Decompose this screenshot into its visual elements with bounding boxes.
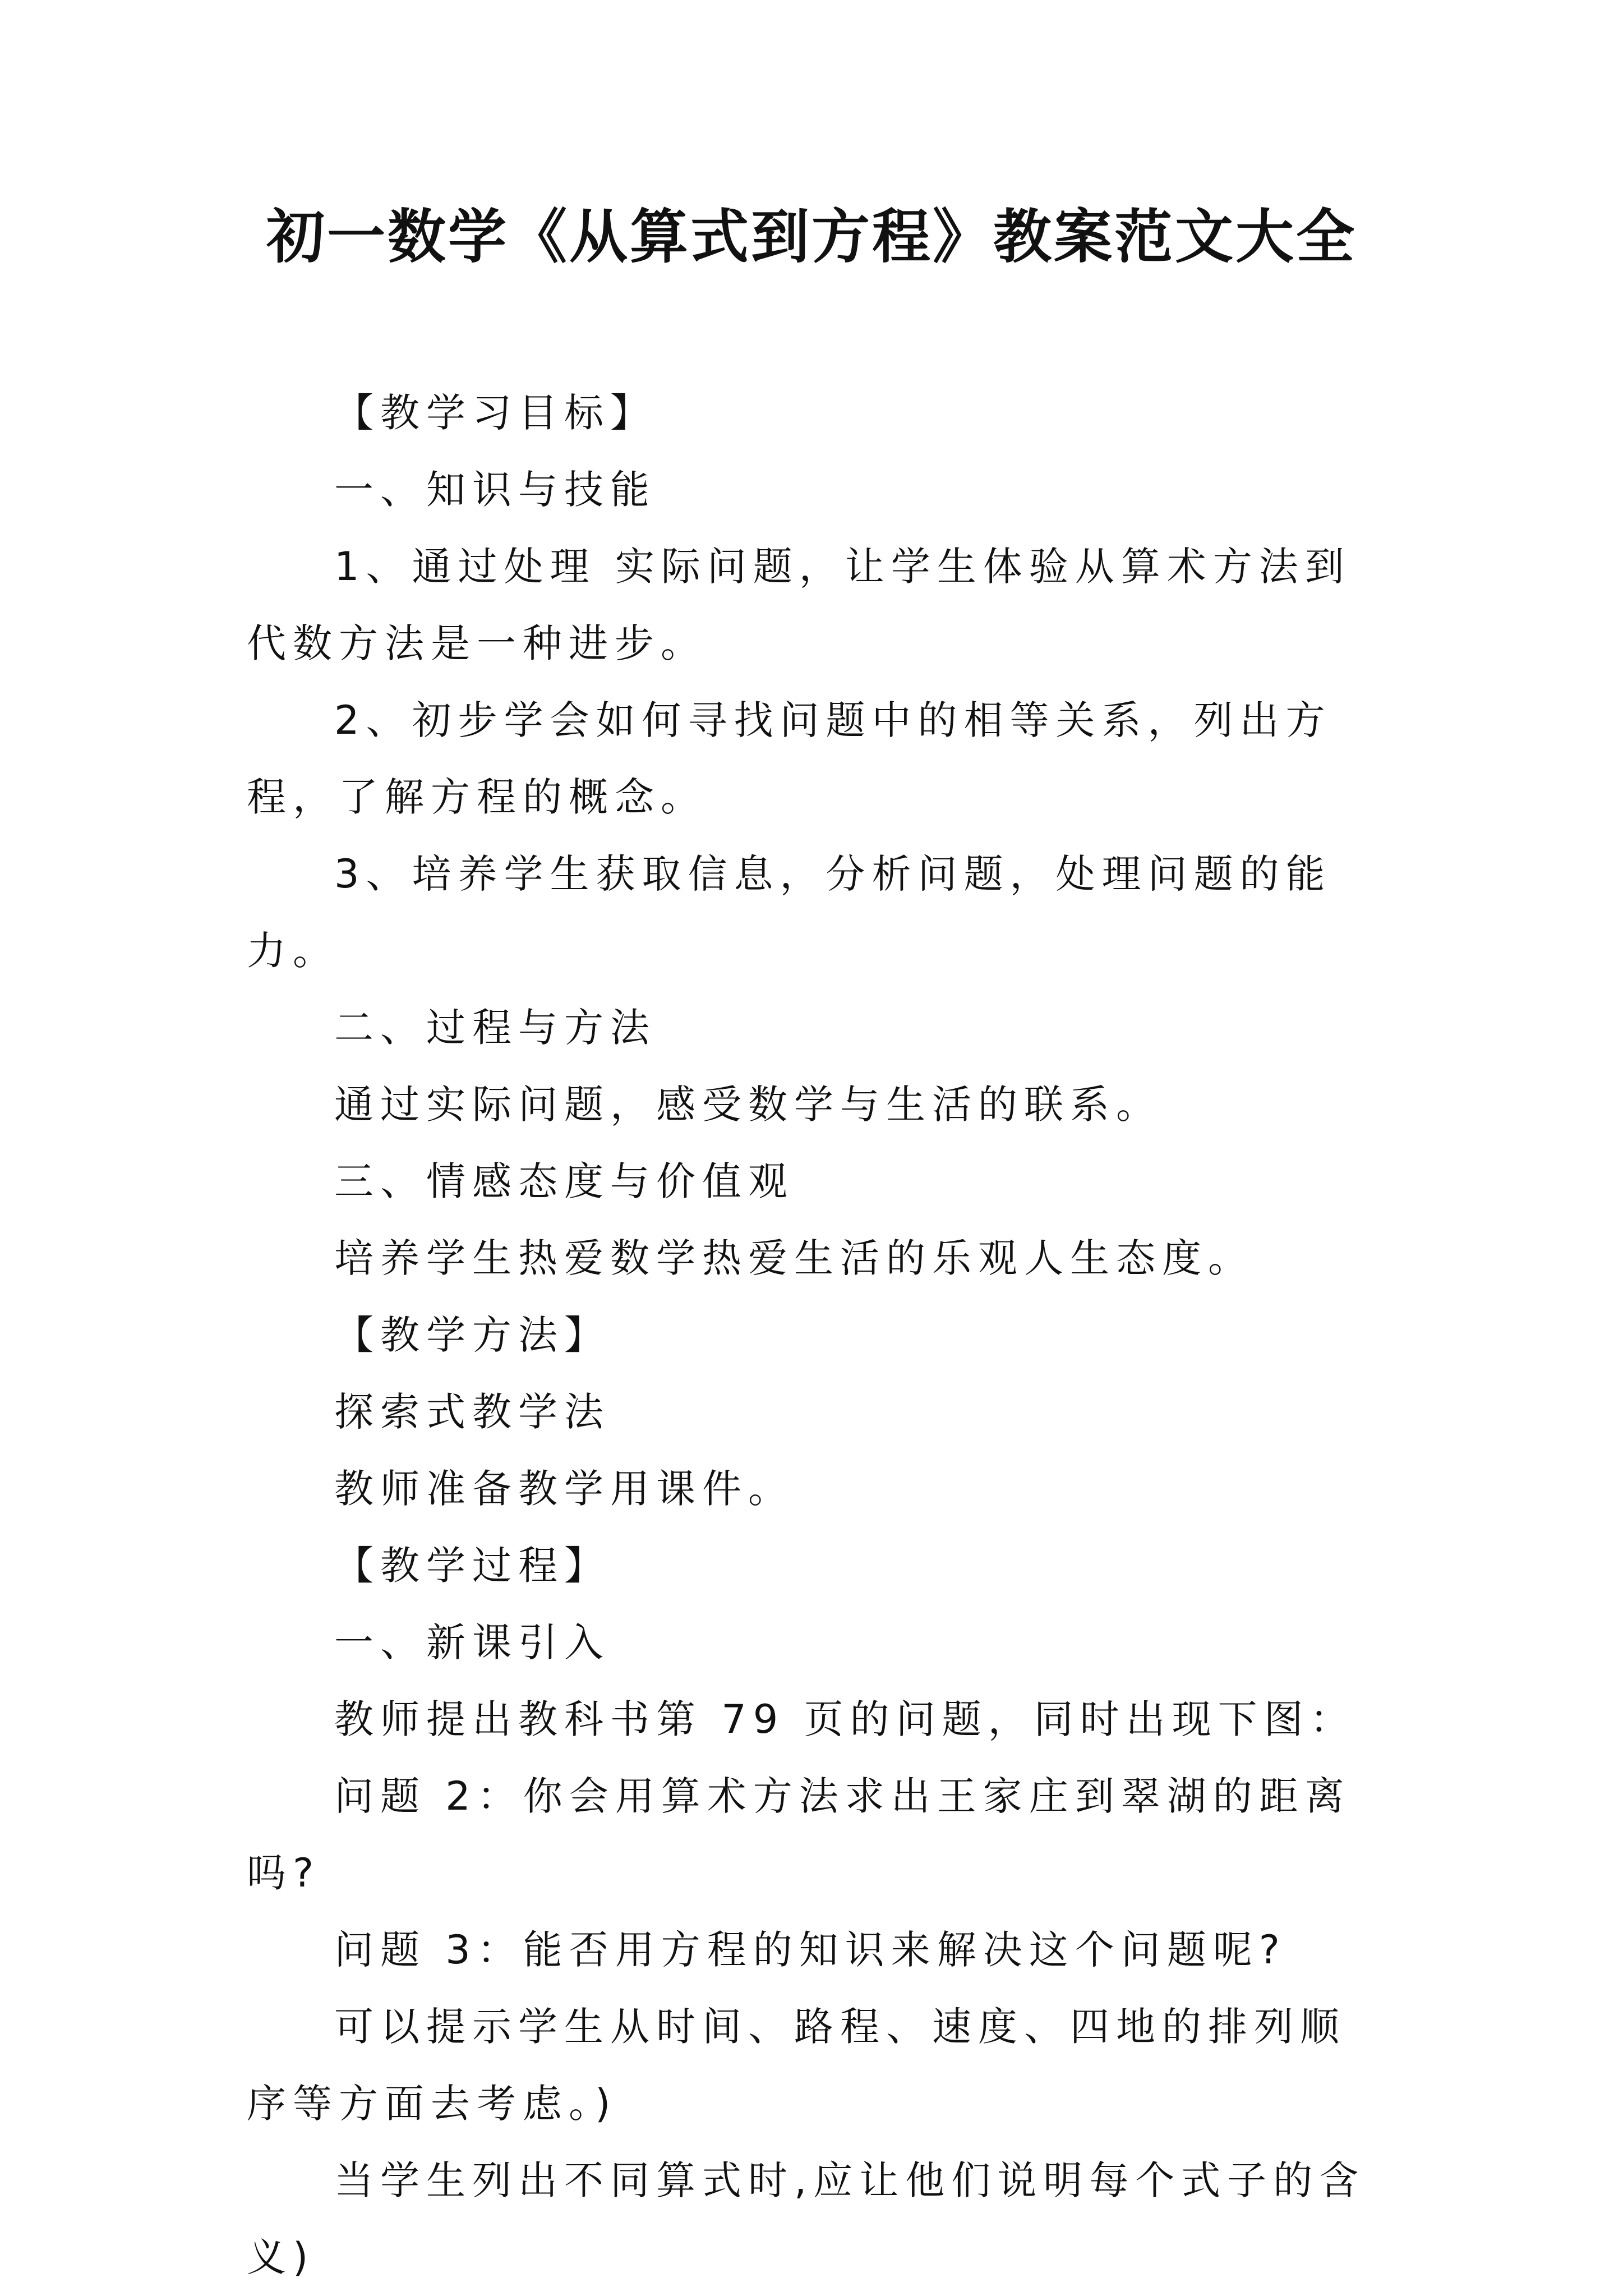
document-body: [247, 375, 1380, 2296]
objective-item-1: 1、通过处理 实际问题，让学生体验从算术方法到代数方法是一种进步。: [247, 544, 1351, 666]
objective-item-2: 2、初步学会如何寻找问题中的相等关系，列出方程，了解方程的概念。: [247, 697, 1332, 820]
section-heading-process: 【教学过程】: [334, 1543, 610, 1589]
document-title: 初一数学《从算式到方程》教案范文大全: [266, 202, 1357, 271]
subheading-attitude-values: 三、情感态度与价值观: [334, 1158, 794, 1204]
question-3: 问题 3：能否用方程的知识来解决这个问题呢?: [334, 1927, 1287, 1973]
process-method-text: 通过实际问题，感受数学与生活的联系。: [334, 1082, 1162, 1128]
subheading-process-method: 二、过程与方法: [334, 1005, 656, 1051]
question-2: 问题 2：你会用算术方法求出王家庄到翠湖的距离吗?: [247, 1773, 1351, 1896]
method-text-2: 教师准备教学用课件。: [334, 1466, 794, 1512]
process-text-2: 可以提示学生从时间、路程、速度、四地的排列顺序等方面去考虑。): [247, 2004, 1346, 2127]
section-heading-methods: 【教学方法】: [334, 1312, 610, 1358]
method-text-1: 探索式教学法: [334, 1389, 610, 1435]
process-text-1: 教师提出教科书第 79 页的问题，同时出现下图：: [334, 1696, 1356, 1742]
process-text-3: 当学生列出不同算式时,应让他们说明每个式子的含义): [247, 2157, 1366, 2280]
objective-item-3: 3、培养学生获取信息，分析问题，处理问题的能力。: [247, 851, 1332, 974]
subheading-knowledge-skills: 一、知识与技能: [334, 467, 656, 513]
attitude-values-text: 培养学生热爱数学热爱生活的乐观人生态度。: [334, 1235, 1254, 1281]
subheading-new-lesson: 一、新课引入: [334, 1619, 610, 1665]
section-heading-objectives: 【教学习目标】: [334, 390, 656, 436]
